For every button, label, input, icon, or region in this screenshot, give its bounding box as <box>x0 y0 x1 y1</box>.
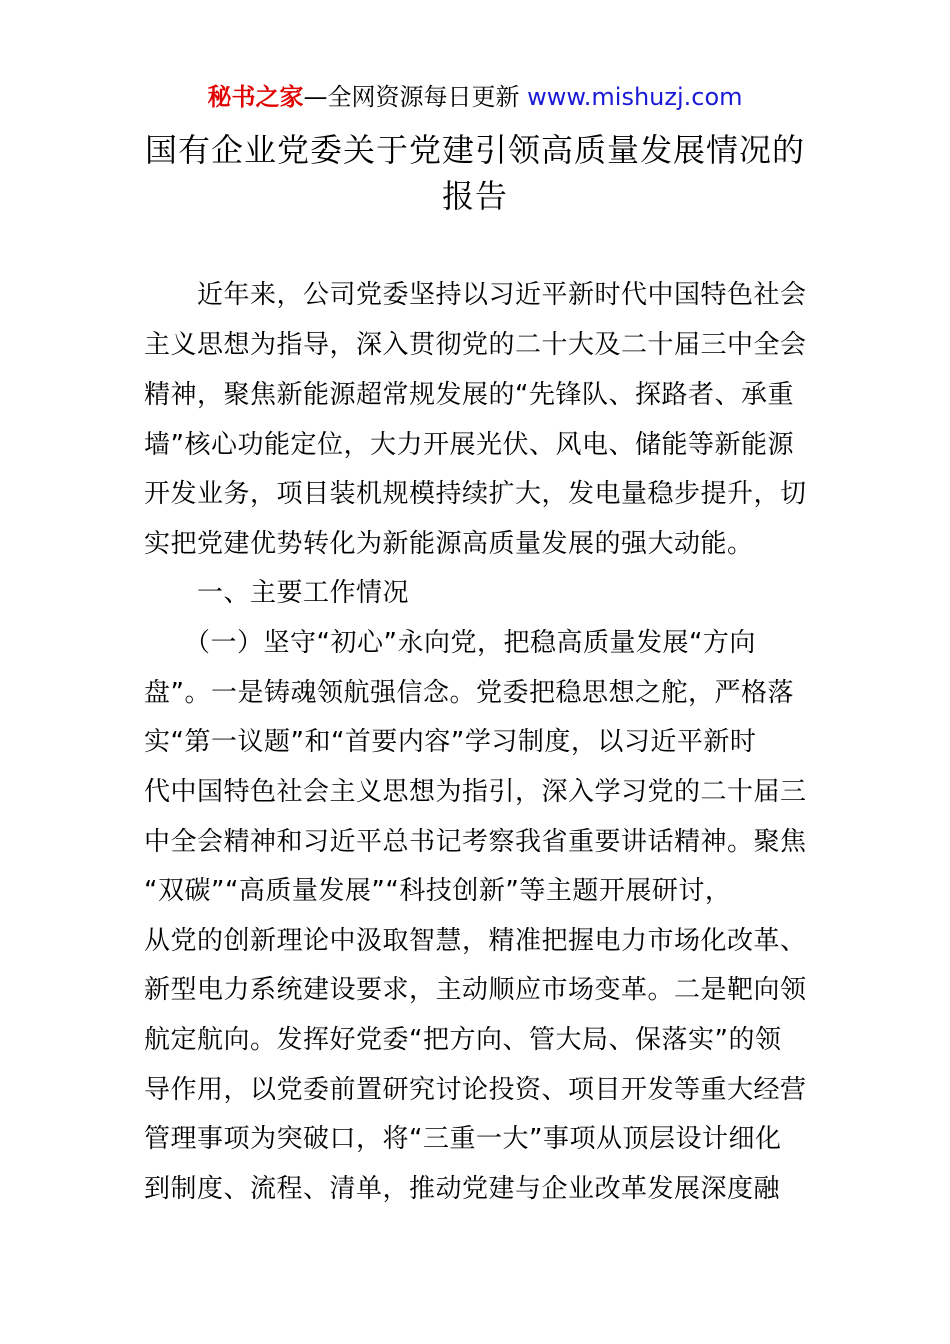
header-separator: — <box>303 83 328 111</box>
body-line: 盘”。一是铸魂领航强信念。党委把稳思想之舵，严格落 <box>144 678 794 708</box>
body-line: 代中国特色社会主义思想为指引，深入学习党的二十届三 <box>144 777 807 807</box>
body-line: 实“第一议题”和“首要内容”学习制度，以习近平新时 <box>144 727 757 757</box>
body-line: 管理事项为突破口，将“三重一大”事项从顶层设计细化 <box>144 1124 782 1154</box>
site-brand: 秘书之家 <box>207 83 304 111</box>
header-tagline: 全网资源每日更新 <box>327 83 520 111</box>
body-line: 近年来，公司党委坚持以习近平新时代中国特色社会 <box>144 280 807 310</box>
body-line: 开发业务，项目装机规模持续扩大，发电量稳步提升，切 <box>144 479 807 509</box>
body-line: 中全会精神和习近平总书记考察我省重要讲话精神。聚焦 <box>144 827 807 857</box>
body-line: 实把党建优势转化为新能源高质量发展的强大动能。 <box>144 529 754 559</box>
body-line: （一）坚守“初心”永向党，把稳高质量发展“方向 <box>144 628 756 658</box>
body-line: 主义思想为指导，深入贯彻党的二十大及二十届三中全会 <box>144 330 807 360</box>
body-line: 到制度、流程、清单，推动党建与企业改革发展深度融 <box>144 1174 781 1204</box>
body-line: “双碳”“高质量发展”“科技创新”等主题开展研讨， <box>144 876 732 906</box>
document-title <box>0 127 950 219</box>
body-line: 导作用，以党委前置研究讨论投资、项目开发等重大经营 <box>144 1075 807 1105</box>
section-heading: 一、主要工作情况 <box>144 578 410 608</box>
body-line: 墙”核心功能定位，大力开展光伏、风电、储能等新能源 <box>144 430 794 460</box>
body-line: 精神，聚焦新能源超常规发展的“先锋队、探路者、承重 <box>144 380 794 410</box>
body-line: 航定航向。发挥好党委“把方向、管大局、保落实”的领 <box>144 1025 782 1055</box>
site-header <box>0 82 950 112</box>
body-line: 新型电力系统建设要求，主动顺应市场变革。二是靶向领 <box>144 975 807 1005</box>
title-line: 报告 <box>441 177 508 215</box>
title-line: 国有企业党委关于党建引领高质量发展情况的 <box>144 131 805 169</box>
body-line: 从党的创新理论中汲取智慧，精准把握电力市场化改革、 <box>144 926 807 956</box>
site-url-link[interactable]: www.mishuzj.com <box>527 83 743 111</box>
